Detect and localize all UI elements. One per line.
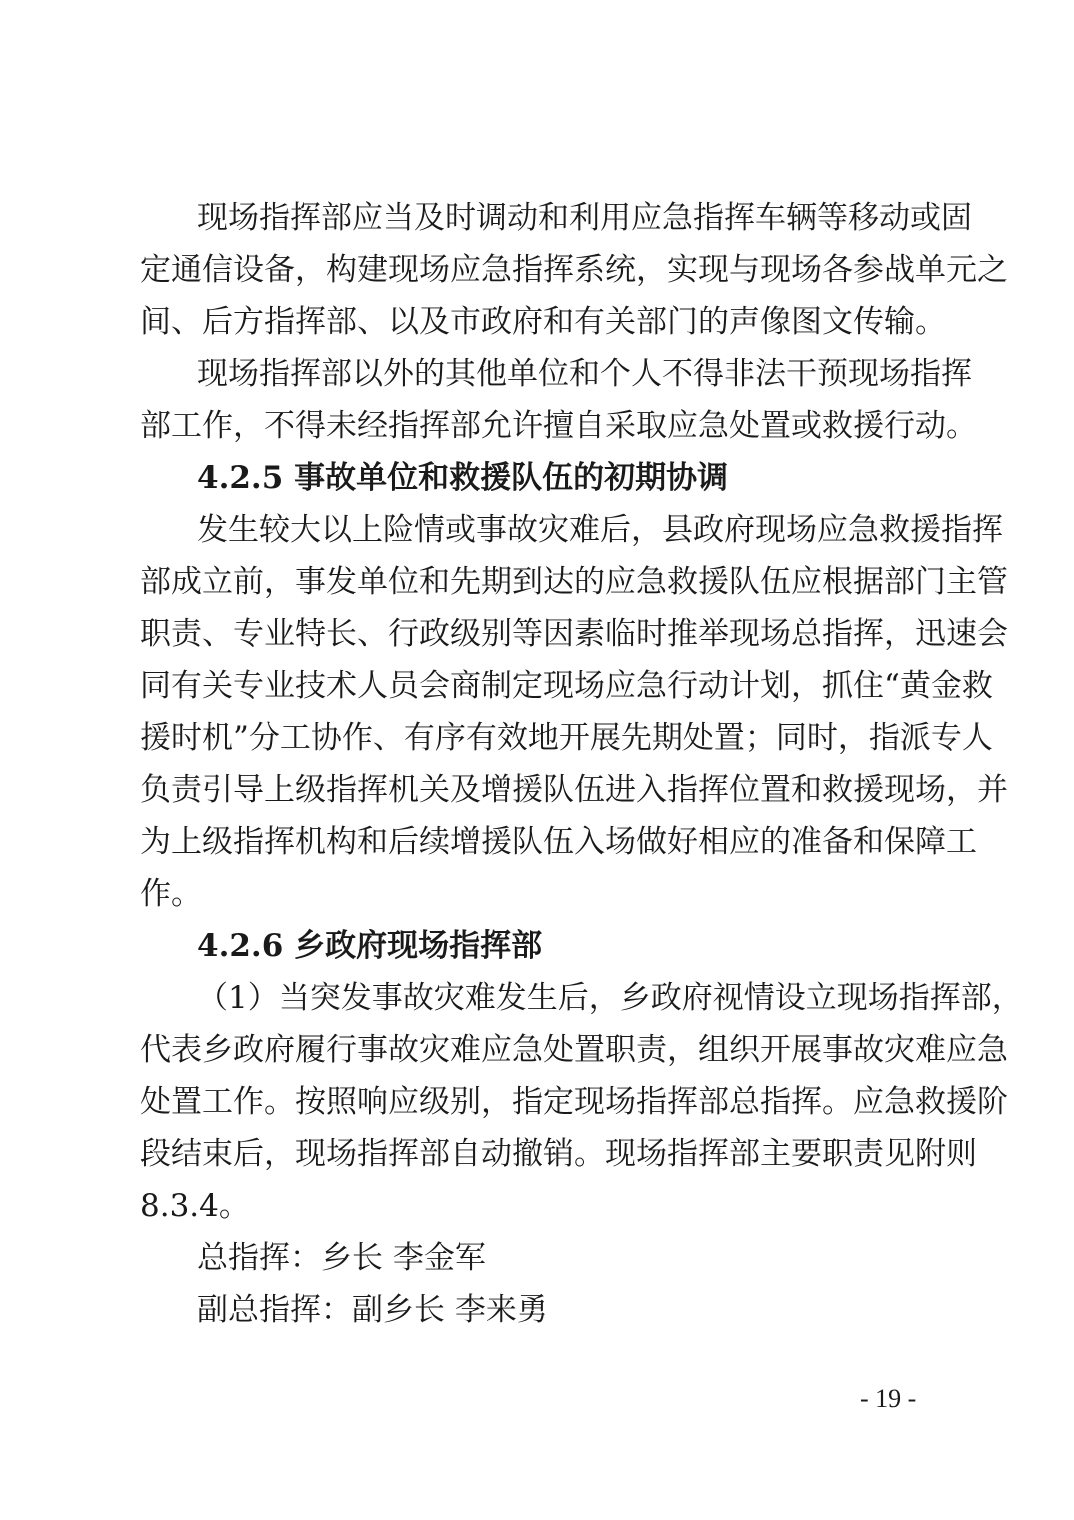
paragraph-line: 定通信设备，构建现场应急指挥系统，实现与现场各参战单元之	[140, 252, 1008, 288]
paragraph-line: 为上级指挥机构和后续增援队伍入场做好相应的准备和保障工	[140, 824, 977, 860]
paragraph-line: 部成立前，事发单位和先期到达的应急救援队伍应根据部门主管	[140, 564, 1008, 600]
section-heading: 4.2.6 乡政府现场指挥部	[197, 928, 543, 964]
paragraph-line: 处置工作。按照响应级别，指定现场指挥部总指挥。应急救援阶	[140, 1084, 1008, 1120]
paragraph-line: 负责引导上级指挥机关及增援队伍进入指挥位置和救援现场，并	[140, 772, 1008, 808]
paragraph-line: 现场指挥部应当及时调动和利用应急指挥车辆等移动或固	[197, 200, 972, 236]
paragraph-line: 援时机”分工协作、有序有效地开展先期处置；同时，指派专人	[140, 720, 993, 756]
paragraph-line: 部工作，不得未经指挥部允许擅自采取应急处置或救援行动。	[140, 408, 977, 444]
paragraph-line: 代表乡政府履行事故灾难应急处置职责，组织开展事故灾难应急	[140, 1032, 1008, 1068]
deputy-commander-line: 副总指挥：副乡长 李来勇	[197, 1292, 548, 1328]
paragraph-line: 间、后方指挥部、以及市政府和有关部门的声像图文传输。	[140, 304, 946, 340]
page-number: - 19 -	[860, 1384, 917, 1413]
paragraph-line: 职责、专业特长、行政级别等因素临时推举现场总指挥，迅速会	[140, 616, 1008, 652]
paragraph-line: （1）当突发事故灾难发生后，乡政府视情设立现场指挥部，	[197, 980, 1023, 1016]
section-heading: 4.2.5 事故单位和救援队伍的初期协调	[197, 460, 729, 496]
paragraph-line: 发生较大以上险情或事故灾难后，县政府现场应急救援指挥	[197, 512, 1003, 548]
paragraph-line: 现场指挥部以外的其他单位和个人不得非法干预现场指挥	[197, 356, 972, 392]
paragraph-line: 同有关专业技术人员会商制定现场应急行动计划，抓住“黄金救	[140, 668, 993, 704]
paragraph-line: 作。	[140, 876, 202, 912]
commander-line: 总指挥：乡长 李金军	[197, 1240, 486, 1276]
paragraph-line: 段结束后，现场指挥部自动撤销。现场指挥部主要职责见附则	[140, 1136, 977, 1172]
paragraph-line: 8.3.4。	[140, 1188, 250, 1224]
